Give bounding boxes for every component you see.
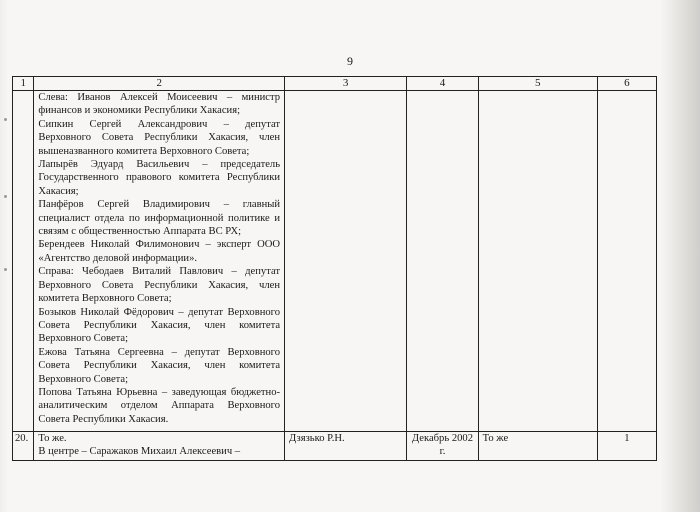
description-line: То же. — [38, 433, 67, 444]
column-header: 6 — [597, 77, 656, 91]
description-paragraph: Бозыков Николай Фёдорович – депутат Верховного Совета Республики Хакасия, член комитета Верховного Совета; — [38, 306, 281, 345]
count-cell: 1 — [597, 432, 656, 461]
column-header: 2 — [34, 77, 285, 91]
scan-speck — [4, 268, 7, 271]
description-paragraph: Ежова Татьяна Сергеевна – депутат Верховного Совета Республики Хакасия, член комитета Верховного Совета; — [38, 346, 281, 385]
description-paragraph: Берендеев Николай Филимонович – эксперт ООО «Агентство деловой информации». — [38, 239, 281, 264]
column-header: 5 — [478, 77, 597, 91]
date-cell — [407, 91, 478, 432]
description-paragraph: Попова Татьяна Юрьевна – заведующая бюджетно-аналитическим отделом Аппарата Верховного Совета Республики Хакасия. — [38, 386, 281, 425]
description-paragraph: Справа: Чебодаев Виталий Павлович – депутат Верховного Совета Республики Хакасия, член комитета Верховного Совета; — [38, 266, 281, 305]
inventory-table — [12, 76, 657, 461]
page-number: 9 — [347, 54, 353, 68]
table-header-row — [13, 77, 657, 91]
description-cell — [34, 91, 285, 432]
column-header: 3 — [285, 77, 407, 91]
scan-speck — [4, 195, 7, 198]
place-cell: То же — [478, 432, 597, 461]
row-number-cell: 20. — [13, 432, 34, 461]
count-cell — [597, 91, 656, 432]
author-cell: Дзязько Р.Н. — [285, 432, 407, 461]
column-header: 4 — [407, 77, 478, 91]
description-paragraph: Сипкин Сергей Александрович – депутат Верховного Совета Республики Хакасия, член вышеназванного комитета Верховного Совета; — [38, 118, 281, 157]
column-header: 1 — [13, 77, 34, 91]
date-cell: Декабрь 2002 г. — [407, 432, 478, 461]
description-cell — [34, 432, 285, 461]
description-paragraph: Лапырёв Эдуард Васильевич – председатель Государственного правового комитета Республики Хакасия; — [38, 159, 281, 197]
author-cell — [285, 91, 407, 432]
row-number-cell — [13, 91, 34, 432]
place-cell — [478, 91, 597, 432]
description-paragraph: Панфёров Сергей Владимирович – главный специалист отдела по информационной политике и связям с общественностью Аппарата ВС РХ; — [38, 199, 281, 238]
scan-speck — [4, 118, 7, 121]
description-paragraph: Слева: Иванов Алексей Моисеевич – министр финансов и экономики Республики Хакасия; — [38, 92, 281, 117]
table-row — [13, 432, 657, 461]
table-row — [13, 91, 657, 432]
description-line: В центре – Саражаков Михаил Алексеевич – — [38, 446, 241, 458]
